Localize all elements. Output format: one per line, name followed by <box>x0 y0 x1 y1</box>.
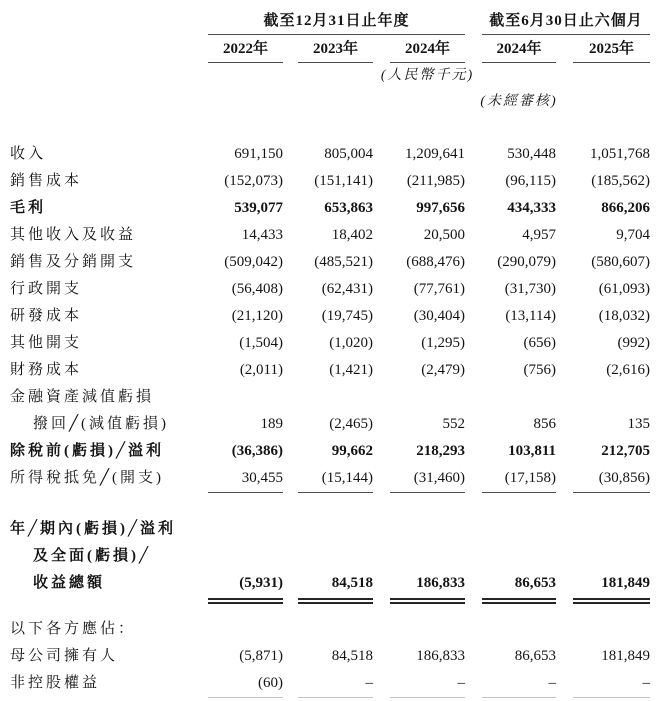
value-cell: (151,141) <box>314 173 373 189</box>
value-cell: – <box>642 675 650 691</box>
value-cell: (17,158) <box>504 470 556 486</box>
table-body <box>0 141 660 700</box>
value-cell: 181,849 <box>601 648 650 664</box>
value-cell: (2,616) <box>606 362 650 378</box>
value-cell: (31,460) <box>413 470 465 486</box>
table-row <box>0 141 660 168</box>
value-cell: (2,011) <box>239 362 283 378</box>
value-cell: (5,871) <box>239 648 283 664</box>
row-spacer <box>0 498 660 516</box>
value-cell: (77,761) <box>413 281 465 297</box>
row-label: 母公司擁有人 <box>10 648 119 664</box>
value-cell: 84,518 <box>331 575 373 591</box>
year-column-header: 2025年 <box>573 35 650 63</box>
table-row <box>0 516 660 543</box>
value-cell: 9,704 <box>616 227 650 243</box>
value-cell: (30,404) <box>413 308 465 324</box>
value-cell: 135 <box>627 416 650 432</box>
value-cell: (60) <box>258 675 283 691</box>
value-cell: 1,209,641 <box>405 146 465 162</box>
value-cell: 552 <box>442 416 465 432</box>
currency-unit-note: (人民幣千元) <box>380 68 475 83</box>
row-label: 收入 <box>10 146 47 162</box>
value-cell: (688,476) <box>406 254 465 270</box>
value-cell: (185,562) <box>591 173 650 189</box>
row-label: 年╱期內(虧損)╱溢利 <box>10 521 177 537</box>
value-cell: – <box>548 675 556 691</box>
row-label: 銷售成本 <box>10 173 83 189</box>
value-cell: (1,421) <box>329 362 373 378</box>
row-label: 撥回╱(減值虧損) <box>33 416 170 432</box>
year-column-header: 2024年 <box>482 35 556 63</box>
table-row <box>0 276 660 303</box>
period-group-header-row <box>0 8 660 35</box>
value-cell: 212,705 <box>601 443 650 459</box>
table-row <box>0 670 660 697</box>
value-cell: 186,833 <box>416 648 465 664</box>
value-cell: (211,985) <box>406 173 465 189</box>
value-cell: (2,479) <box>421 362 465 378</box>
value-cell: (152,073) <box>224 173 283 189</box>
row-label: 毛利 <box>10 200 47 216</box>
row-label: 財務成本 <box>10 362 83 378</box>
value-cell: (290,079) <box>497 254 556 270</box>
header-group-gap <box>465 8 482 35</box>
rule-segment <box>482 492 556 498</box>
table-row <box>0 543 660 570</box>
value-cell: (30,856) <box>598 470 650 486</box>
value-cell: 30,455 <box>241 470 283 486</box>
table-row <box>0 616 660 643</box>
value-cell: 856 <box>533 416 556 432</box>
row-label: 所得稅抵免╱(開支) <box>10 470 165 486</box>
value-cell: 20,500 <box>423 227 465 243</box>
table-row <box>0 330 660 357</box>
value-cell: 99,662 <box>331 443 373 459</box>
value-cell: (62,431) <box>321 281 373 297</box>
rule-segment <box>573 598 650 604</box>
table-row <box>0 384 660 411</box>
row-label: 行政開支 <box>10 281 83 297</box>
value-cell: 84,518 <box>331 648 373 664</box>
table-row <box>0 643 660 670</box>
table-row <box>0 303 660 330</box>
row-label: 以下各方應佔： <box>10 621 137 637</box>
rule-segment <box>208 598 283 604</box>
value-cell: (96,115) <box>505 173 556 189</box>
value-cell: 866,206 <box>601 200 650 216</box>
value-cell: (19,745) <box>321 308 373 324</box>
header-label-spacer <box>0 35 208 63</box>
value-cell: 530,448 <box>507 146 556 162</box>
value-cell: (1,020) <box>329 335 373 351</box>
rule-segment <box>482 697 556 700</box>
value-cell: (656) <box>523 335 556 351</box>
table-row <box>0 438 660 465</box>
year-column-header: 2024年 <box>390 35 465 63</box>
value-cell: 86,653 <box>514 575 556 591</box>
header-label-spacer <box>0 8 208 35</box>
value-cell: (580,607) <box>591 254 650 270</box>
value-cell: (15,144) <box>321 470 373 486</box>
value-cell: (509,042) <box>224 254 283 270</box>
double-rule-row <box>0 597 660 606</box>
value-cell: (61,093) <box>598 281 650 297</box>
value-cell: 1,051,768 <box>590 146 650 162</box>
row-label: 研發成本 <box>10 308 83 324</box>
rule-segment <box>573 697 650 700</box>
value-cell: 4,957 <box>522 227 556 243</box>
interim-period-header: 截至6月30日止六個月 <box>482 8 650 35</box>
value-cell: (1,295) <box>421 335 465 351</box>
rule-segment <box>208 492 283 498</box>
value-cell: (992) <box>617 335 650 351</box>
value-cell: 18,402 <box>331 227 373 243</box>
value-cell: 86,653 <box>514 648 556 664</box>
value-cell: 434,333 <box>507 200 556 216</box>
value-cell: 218,293 <box>416 443 465 459</box>
table-row <box>0 195 660 222</box>
table-row <box>0 357 660 384</box>
row-label: 非控股權益 <box>10 675 101 691</box>
rule-segment <box>390 598 465 604</box>
rule-segment <box>208 697 283 700</box>
value-cell: (2,465) <box>329 416 373 432</box>
rule-segment <box>298 492 373 498</box>
table-row <box>0 249 660 276</box>
row-label: 金融資產減值虧損 <box>10 389 155 405</box>
rule-segment <box>298 598 373 604</box>
table-row <box>0 168 660 195</box>
value-cell: (31,730) <box>504 281 556 297</box>
value-cell: 103,811 <box>508 443 556 459</box>
table-row <box>0 411 660 438</box>
value-cell: (756) <box>523 362 556 378</box>
rule-segment <box>390 492 465 498</box>
value-cell: 14,433 <box>241 227 283 243</box>
rule-segment <box>298 697 373 700</box>
rule-segment <box>482 598 556 604</box>
value-cell: – <box>365 675 373 691</box>
row-label: 其他收入及收益 <box>10 227 137 243</box>
row-label: 其他開支 <box>10 335 83 351</box>
rule-segment <box>390 697 465 700</box>
value-cell: – <box>457 675 465 691</box>
value-cell: (36,386) <box>231 443 283 459</box>
value-cell: 181,849 <box>601 575 650 591</box>
year-header-row <box>0 35 660 63</box>
annual-period-header: 截至12月31日止年度 <box>208 8 465 35</box>
value-cell: (56,408) <box>231 281 283 297</box>
value-cell: (21,120) <box>231 308 283 324</box>
value-cell: (485,521) <box>314 254 373 270</box>
row-spacer <box>0 606 660 616</box>
value-cell: 186,833 <box>416 575 465 591</box>
rule-segment <box>573 492 650 498</box>
row-label: 銷售及分銷開支 <box>10 254 137 270</box>
table-row <box>0 570 660 597</box>
value-cell: (5,931) <box>239 575 283 591</box>
table-row <box>0 465 660 492</box>
value-cell: 691,150 <box>234 146 283 162</box>
value-cell: 539,077 <box>234 200 283 216</box>
value-cell: (1,504) <box>239 335 283 351</box>
header-body-gap <box>0 115 660 141</box>
value-cell: 805,004 <box>324 146 373 162</box>
unaudited-note-row <box>0 89 660 115</box>
row-label: 及全面(虧損)╱ <box>33 548 152 564</box>
value-cell: (18,032) <box>598 308 650 324</box>
value-cell: 997,656 <box>416 200 465 216</box>
value-cell: (13,114) <box>505 308 556 324</box>
unaudited-note: (未經審核) <box>480 94 558 109</box>
row-label: 收益總額 <box>33 575 106 591</box>
value-cell: 189 <box>260 416 283 432</box>
currency-note-row <box>0 63 660 89</box>
year-column-header: 2022年 <box>208 35 283 63</box>
row-label: 除稅前(虧損)╱溢利 <box>10 443 165 459</box>
year-column-header: 2023年 <box>298 35 373 63</box>
single-rule-row <box>0 697 660 700</box>
value-cell: 653,863 <box>324 200 373 216</box>
table-row <box>0 222 660 249</box>
